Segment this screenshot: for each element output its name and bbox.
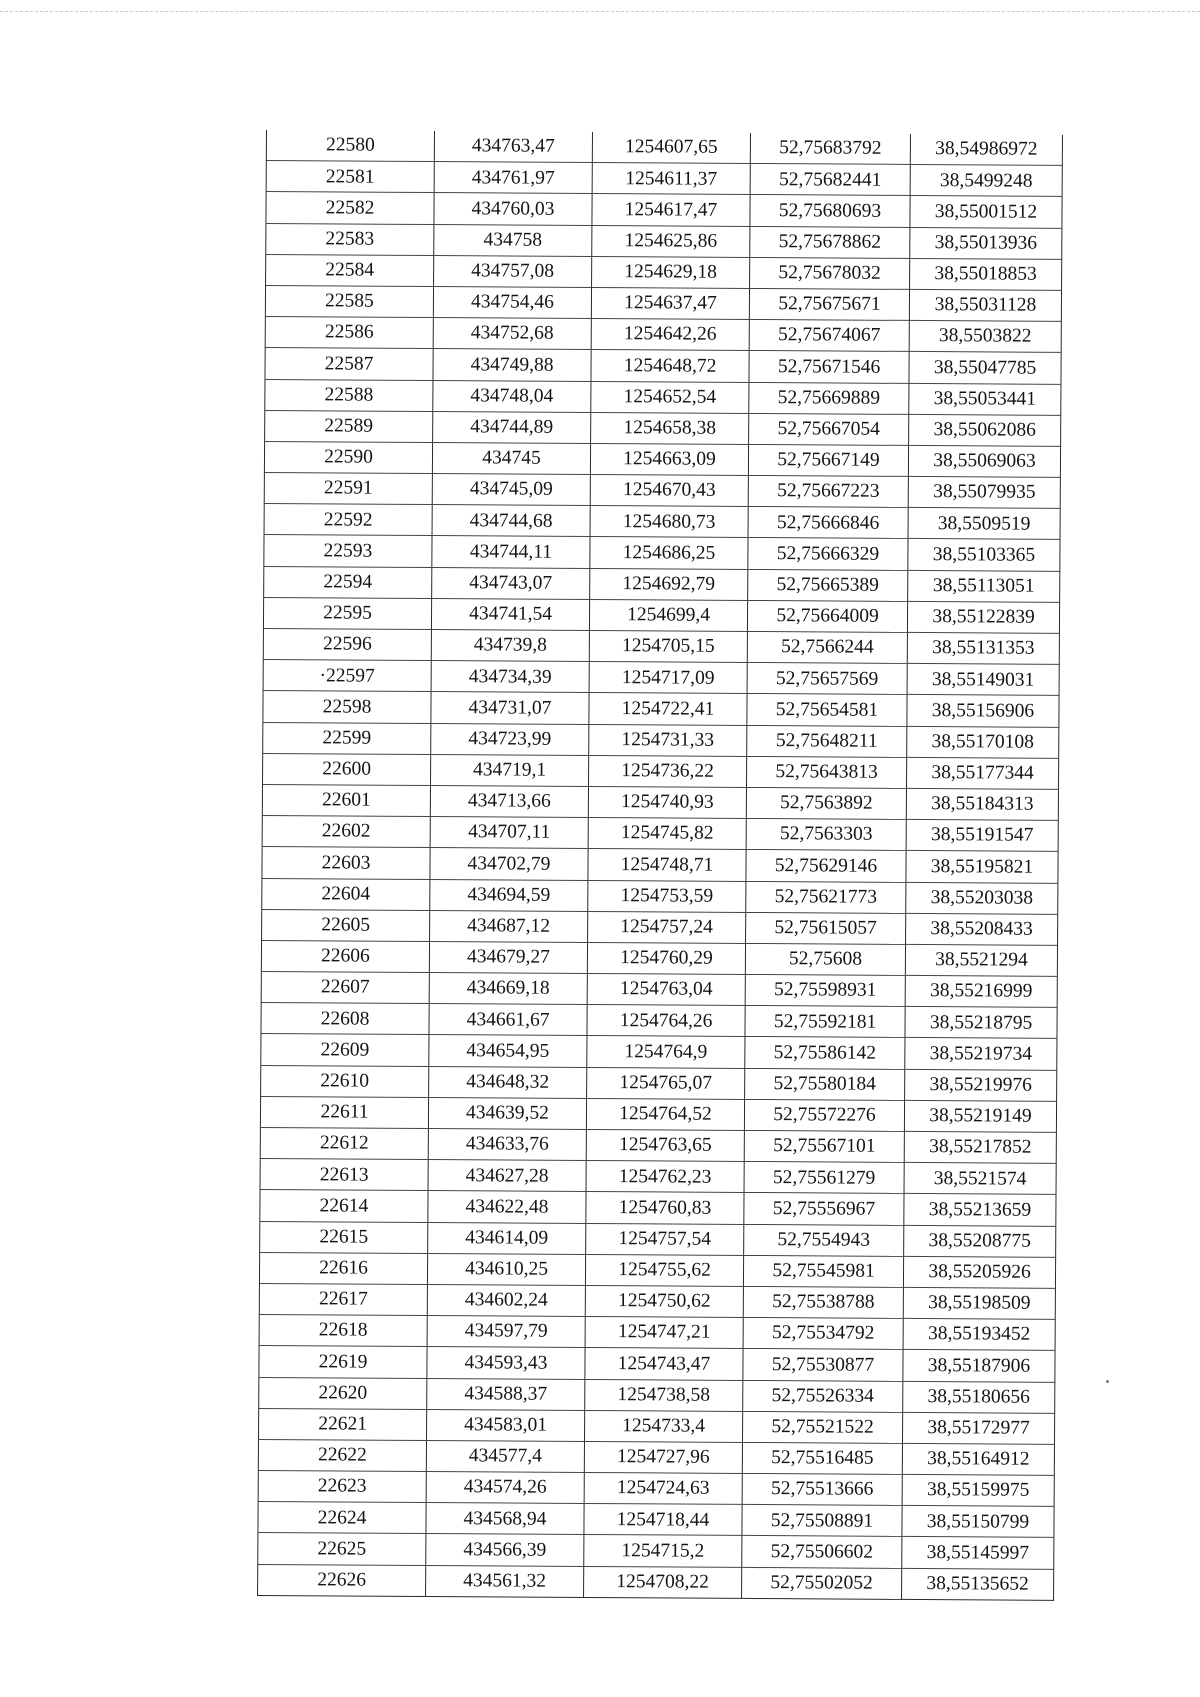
x-coordinate-cell: 434731,07 — [431, 692, 589, 724]
x-coordinate-cell: 434745,09 — [432, 474, 590, 506]
point-number-cell: 22623 — [258, 1471, 426, 1503]
table-row — [259, 1283, 1055, 1319]
longitude-cell: 38,55180656 — [903, 1381, 1055, 1413]
latitude-cell: 52,75534792 — [743, 1318, 903, 1350]
y-coordinate-cell: 1254717,09 — [589, 662, 747, 694]
x-coordinate-cell: 434574,26 — [426, 1472, 584, 1504]
y-coordinate-cell: 1254753,59 — [588, 880, 746, 912]
x-coordinate-cell: 434654,95 — [429, 1035, 587, 1067]
point-number-cell: 22622 — [258, 1439, 426, 1471]
latitude-cell: 52,75538788 — [743, 1286, 903, 1318]
table-row — [263, 753, 1059, 789]
longitude-cell: 38,5521294 — [905, 944, 1057, 976]
latitude-cell: 52,75682441 — [750, 164, 910, 196]
y-coordinate-cell: 1254705,15 — [589, 630, 747, 662]
y-coordinate-cell: 1254747,21 — [585, 1317, 743, 1349]
x-coordinate-cell: 434744,89 — [433, 411, 591, 443]
table-row — [259, 1408, 1055, 1444]
y-coordinate-cell: 1254764,26 — [587, 1005, 745, 1037]
y-coordinate-cell: 1254607,65 — [592, 132, 750, 164]
latitude-cell: 52,75561279 — [744, 1162, 904, 1194]
longitude-cell: 38,55053441 — [909, 383, 1061, 415]
longitude-cell: 38,5499248 — [910, 165, 1062, 197]
x-coordinate-cell: 434748,04 — [433, 380, 591, 412]
y-coordinate-cell: 1254617,47 — [592, 194, 750, 226]
longitude-cell: 38,55047785 — [909, 352, 1061, 384]
table-row — [261, 1034, 1057, 1070]
point-number-cell: 22588 — [265, 379, 433, 411]
y-coordinate-cell: 1254763,65 — [586, 1129, 744, 1161]
longitude-cell: 38,55135652 — [902, 1568, 1054, 1600]
x-coordinate-cell: 434633,76 — [428, 1129, 586, 1161]
x-coordinate-cell: 434679,27 — [429, 941, 587, 973]
table-row — [262, 878, 1058, 914]
longitude-cell: 38,55187906 — [903, 1350, 1055, 1382]
latitude-cell: 52,75526334 — [743, 1380, 903, 1412]
y-coordinate-cell: 1254757,24 — [588, 911, 746, 943]
x-coordinate-cell: 434745 — [432, 442, 590, 474]
table-row — [261, 1065, 1057, 1101]
point-number-cell: 22592 — [264, 504, 432, 536]
x-coordinate-cell: 434566,39 — [426, 1534, 584, 1566]
longitude-cell: 38,5521574 — [904, 1163, 1056, 1195]
table-row — [265, 410, 1061, 446]
y-coordinate-cell: 1254625,86 — [592, 225, 750, 257]
latitude-cell: 52,75567101 — [744, 1130, 904, 1162]
table-row — [264, 566, 1060, 602]
y-coordinate-cell: 1254755,62 — [585, 1254, 743, 1286]
longitude-cell: 38,55191547 — [906, 820, 1058, 852]
longitude-cell: 38,55205926 — [903, 1256, 1055, 1288]
point-number-cell: 22595 — [263, 597, 431, 629]
x-coordinate-cell: 434739,8 — [431, 630, 589, 662]
point-number-cell: 22614 — [260, 1190, 428, 1222]
x-coordinate-cell: 434661,67 — [429, 1004, 587, 1036]
point-number-cell: 22587 — [265, 348, 433, 380]
x-coordinate-cell: 434702,79 — [430, 848, 588, 880]
longitude-cell: 38,55131353 — [907, 632, 1059, 664]
table-row — [265, 285, 1061, 321]
latitude-cell: 52,75667223 — [748, 476, 908, 508]
latitude-cell: 52,75671546 — [749, 351, 909, 383]
y-coordinate-cell: 1254663,09 — [590, 443, 748, 475]
table-row — [261, 972, 1057, 1008]
table-row — [264, 504, 1060, 540]
point-number-cell: 22601 — [262, 784, 430, 816]
latitude-cell: 52,75657569 — [747, 663, 907, 695]
longitude-cell: 38,55159975 — [902, 1474, 1054, 1506]
point-number-cell: 22611 — [260, 1096, 428, 1128]
x-coordinate-cell: 434597,79 — [427, 1316, 585, 1348]
latitude-cell: 52,75667149 — [748, 444, 908, 476]
scan-edge-line — [0, 11, 1200, 12]
table-row — [266, 254, 1062, 290]
latitude-cell: 52,75675671 — [749, 288, 909, 320]
y-coordinate-cell: 1254745,82 — [588, 818, 746, 850]
table-row — [258, 1564, 1054, 1600]
point-number-cell: 22598 — [263, 691, 431, 723]
point-number-cell: 22584 — [266, 254, 434, 286]
point-number-cell: 22602 — [262, 816, 430, 848]
x-coordinate-cell: 434610,25 — [427, 1253, 585, 1285]
latitude-cell: 52,75521522 — [742, 1411, 902, 1443]
table-row — [263, 722, 1059, 758]
point-number-cell: 22613 — [260, 1159, 428, 1191]
point-number-cell: 22583 — [266, 223, 434, 255]
y-coordinate-cell: 1254733,4 — [584, 1410, 742, 1442]
y-coordinate-cell: 1254652,54 — [591, 381, 749, 413]
y-coordinate-cell: 1254731,33 — [589, 724, 747, 756]
y-coordinate-cell: 1254762,23 — [586, 1161, 744, 1193]
x-coordinate-cell: 434577,4 — [426, 1440, 584, 1472]
latitude-cell: 52,75530877 — [743, 1349, 903, 1381]
longitude-cell: 38,55001512 — [910, 196, 1062, 228]
table-row — [260, 1127, 1056, 1163]
table-row — [265, 348, 1061, 384]
longitude-cell: 38,55145997 — [902, 1537, 1054, 1569]
x-coordinate-cell: 434754,46 — [433, 286, 591, 318]
longitude-cell: 38,55177344 — [906, 757, 1058, 789]
x-coordinate-cell: 434568,94 — [426, 1503, 584, 1535]
point-number-cell: ·22597 — [263, 660, 431, 692]
table-row — [264, 473, 1060, 509]
x-coordinate-cell: 434648,32 — [429, 1066, 587, 1098]
table-row — [258, 1439, 1054, 1475]
table-row — [263, 660, 1059, 696]
x-coordinate-cell: 434639,52 — [428, 1097, 586, 1129]
table-row — [260, 1190, 1056, 1226]
point-number-cell: 22615 — [260, 1221, 428, 1253]
table-row — [258, 1502, 1054, 1538]
table-row — [265, 317, 1061, 353]
y-coordinate-cell: 1254724,63 — [584, 1473, 742, 1505]
point-number-cell: 22612 — [260, 1127, 428, 1159]
y-coordinate-cell: 1254699,4 — [589, 599, 747, 631]
latitude-cell: 52,7563303 — [746, 819, 906, 851]
longitude-cell: 38,55013936 — [910, 227, 1062, 259]
point-number-cell: 22624 — [258, 1502, 426, 1534]
y-coordinate-cell: 1254736,22 — [588, 755, 746, 787]
x-coordinate-cell: 434760,03 — [434, 193, 592, 225]
table-row — [259, 1377, 1055, 1413]
longitude-cell: 38,5509519 — [908, 508, 1060, 540]
x-coordinate-cell: 434761,97 — [434, 162, 592, 194]
point-number-cell: 22582 — [266, 192, 434, 224]
longitude-cell: 38,55213659 — [904, 1194, 1056, 1226]
table-row — [260, 1221, 1056, 1257]
point-number-cell: 22599 — [263, 722, 431, 754]
latitude-cell: 52,75666329 — [748, 538, 908, 570]
latitude-cell: 52,75608 — [745, 943, 905, 975]
y-coordinate-cell: 1254686,25 — [590, 537, 748, 569]
longitude-cell: 38,55150799 — [902, 1506, 1054, 1538]
x-coordinate-cell: 434743,07 — [432, 567, 590, 599]
longitude-cell: 38,55069063 — [908, 445, 1060, 477]
latitude-cell: 52,75586142 — [745, 1037, 905, 1069]
latitude-cell: 52,75556967 — [744, 1193, 904, 1225]
table-row — [266, 130, 1062, 166]
y-coordinate-cell: 1254692,79 — [590, 568, 748, 600]
longitude-cell: 38,55198509 — [903, 1287, 1055, 1319]
x-coordinate-cell: 434602,24 — [427, 1284, 585, 1316]
y-coordinate-cell: 1254740,93 — [588, 786, 746, 818]
point-number-cell: 22580 — [266, 130, 434, 162]
point-number-cell: 22603 — [262, 847, 430, 879]
longitude-cell: 38,55195821 — [906, 851, 1058, 883]
x-coordinate-cell: 434749,88 — [433, 349, 591, 381]
latitude-cell: 52,75669889 — [749, 382, 909, 414]
table-row — [265, 379, 1061, 415]
table-row — [259, 1252, 1055, 1288]
point-number-cell: 22585 — [265, 285, 433, 317]
table-row — [264, 535, 1060, 571]
x-coordinate-cell: 434707,11 — [430, 817, 588, 849]
x-coordinate-cell: 434744,11 — [432, 536, 590, 568]
x-coordinate-cell: 434752,68 — [433, 318, 591, 350]
latitude-cell: 52,75572276 — [744, 1099, 904, 1131]
latitude-cell: 52,75643813 — [746, 756, 906, 788]
longitude-cell: 38,55219149 — [904, 1100, 1056, 1132]
x-coordinate-cell: 434763,47 — [434, 131, 592, 163]
point-number-cell: 22625 — [258, 1533, 426, 1565]
y-coordinate-cell: 1254757,54 — [586, 1223, 744, 1255]
table-row — [263, 597, 1059, 633]
x-coordinate-cell: 434741,54 — [431, 598, 589, 630]
y-coordinate-cell: 1254750,62 — [585, 1285, 743, 1317]
latitude-cell: 52,7554943 — [744, 1224, 904, 1256]
longitude-cell: 38,55170108 — [907, 726, 1059, 758]
longitude-cell: 38,54986972 — [910, 134, 1062, 166]
point-number-cell: 22586 — [265, 317, 433, 349]
y-coordinate-cell: 1254760,83 — [586, 1192, 744, 1224]
point-number-cell: 22591 — [264, 473, 432, 505]
y-coordinate-cell: 1254715,2 — [584, 1535, 742, 1567]
y-coordinate-cell: 1254611,37 — [592, 163, 750, 195]
y-coordinate-cell: 1254743,47 — [585, 1348, 743, 1380]
latitude-cell: 52,75664009 — [747, 600, 907, 632]
table-row — [260, 1159, 1056, 1195]
latitude-cell: 52,75545981 — [743, 1255, 903, 1287]
table-row — [266, 223, 1062, 259]
table-row — [262, 816, 1058, 852]
latitude-cell: 52,75674067 — [749, 320, 909, 352]
latitude-cell: 52,75648211 — [747, 725, 907, 757]
point-number-cell: 22581 — [266, 161, 434, 193]
table-row — [264, 441, 1060, 477]
x-coordinate-cell: 434713,66 — [430, 785, 588, 817]
point-number-cell: 22594 — [264, 566, 432, 598]
y-coordinate-cell: 1254764,9 — [587, 1036, 745, 1068]
latitude-cell: 52,7563892 — [746, 787, 906, 819]
point-number-cell: 22608 — [261, 1003, 429, 1035]
longitude-cell: 38,55062086 — [909, 414, 1061, 446]
point-number-cell: 22618 — [259, 1315, 427, 1347]
latitude-cell: 52,75598931 — [745, 975, 905, 1007]
y-coordinate-cell: 1254637,47 — [591, 287, 749, 319]
x-coordinate-cell: 434757,08 — [434, 255, 592, 287]
latitude-cell: 52,75508891 — [742, 1505, 902, 1537]
y-coordinate-cell: 1254760,29 — [587, 942, 745, 974]
latitude-cell: 52,75683792 — [750, 133, 910, 165]
y-coordinate-cell: 1254718,44 — [584, 1504, 742, 1536]
point-number-cell: 22589 — [265, 410, 433, 442]
x-coordinate-cell: 434758 — [434, 224, 592, 256]
x-coordinate-cell: 434719,1 — [430, 754, 588, 786]
point-number-cell: 22604 — [262, 878, 430, 910]
y-coordinate-cell: 1254648,72 — [591, 350, 749, 382]
point-number-cell: 22600 — [263, 753, 431, 785]
longitude-cell: 38,55149031 — [907, 664, 1059, 696]
coordinates-table — [257, 130, 1063, 1601]
longitude-cell: 38,55031128 — [909, 289, 1061, 321]
latitude-cell: 52,75678862 — [750, 226, 910, 258]
y-coordinate-cell: 1254680,73 — [590, 506, 748, 538]
x-coordinate-cell: 434669,18 — [429, 973, 587, 1005]
latitude-cell: 52,75680693 — [750, 195, 910, 227]
latitude-cell: 52,75678032 — [750, 257, 910, 289]
longitude-cell: 38,55219734 — [905, 1038, 1057, 1070]
y-coordinate-cell: 1254629,18 — [592, 256, 750, 288]
y-coordinate-cell: 1254748,71 — [588, 849, 746, 881]
latitude-cell: 52,75502052 — [742, 1567, 902, 1599]
table-row — [262, 784, 1058, 820]
point-number-cell: 22616 — [259, 1252, 427, 1284]
x-coordinate-cell: 434723,99 — [431, 723, 589, 755]
table-row — [263, 628, 1059, 664]
point-number-cell: 22619 — [259, 1346, 427, 1378]
x-coordinate-cell: 434614,09 — [428, 1222, 586, 1254]
table-row — [266, 161, 1062, 197]
latitude-cell: 52,75665389 — [748, 569, 908, 601]
x-coordinate-cell: 434627,28 — [428, 1160, 586, 1192]
coordinates-table-body — [258, 130, 1063, 1600]
latitude-cell: 52,75513666 — [742, 1473, 902, 1505]
x-coordinate-cell: 434687,12 — [430, 910, 588, 942]
y-coordinate-cell: 1254642,26 — [591, 319, 749, 351]
point-number-cell: 22621 — [259, 1408, 427, 1440]
x-coordinate-cell: 434622,48 — [428, 1191, 586, 1223]
x-coordinate-cell: 434694,59 — [430, 879, 588, 911]
longitude-cell: 38,55079935 — [908, 476, 1060, 508]
latitude-cell: 52,75654581 — [747, 694, 907, 726]
longitude-cell: 38,55156906 — [907, 695, 1059, 727]
point-number-cell: 22620 — [259, 1377, 427, 1409]
point-number-cell: 22593 — [264, 535, 432, 567]
longitude-cell: 38,55018853 — [910, 258, 1062, 290]
point-number-cell: 22626 — [258, 1564, 426, 1596]
table-row — [263, 691, 1059, 727]
table-row — [258, 1533, 1054, 1569]
y-coordinate-cell: 1254658,38 — [591, 412, 749, 444]
longitude-cell: 38,55219976 — [905, 1069, 1057, 1101]
x-coordinate-cell: 434734,39 — [431, 661, 589, 693]
point-number-cell: 22607 — [261, 972, 429, 1004]
y-coordinate-cell: 1254708,22 — [584, 1566, 742, 1598]
longitude-cell: 38,55218795 — [905, 1007, 1057, 1039]
latitude-cell: 52,75580184 — [745, 1068, 905, 1100]
y-coordinate-cell: 1254670,43 — [590, 475, 748, 507]
x-coordinate-cell: 434588,37 — [427, 1378, 585, 1410]
latitude-cell: 52,7566244 — [747, 631, 907, 663]
longitude-cell: 38,5503822 — [909, 321, 1061, 353]
longitude-cell: 38,55184313 — [906, 788, 1058, 820]
longitude-cell: 38,55122839 — [907, 601, 1059, 633]
longitude-cell: 38,55216999 — [905, 975, 1057, 1007]
point-number-cell: 22590 — [264, 441, 432, 473]
table-row — [261, 940, 1057, 976]
latitude-cell: 52,75667054 — [749, 413, 909, 445]
latitude-cell: 52,75629146 — [746, 850, 906, 882]
scan-speck — [1106, 1380, 1109, 1383]
table-row — [260, 1096, 1056, 1132]
point-number-cell: 22606 — [261, 940, 429, 972]
y-coordinate-cell: 1254764,52 — [586, 1098, 744, 1130]
y-coordinate-cell: 1254738,58 — [585, 1379, 743, 1411]
y-coordinate-cell: 1254765,07 — [587, 1067, 745, 1099]
longitude-cell: 38,55193452 — [903, 1319, 1055, 1351]
table-row — [259, 1346, 1055, 1382]
latitude-cell: 52,75615057 — [746, 912, 906, 944]
longitude-cell: 38,55164912 — [902, 1443, 1054, 1475]
table-row — [258, 1471, 1054, 1507]
x-coordinate-cell: 434744,68 — [432, 505, 590, 537]
latitude-cell: 52,75666846 — [748, 507, 908, 539]
x-coordinate-cell: 434561,32 — [426, 1565, 584, 1597]
latitude-cell: 52,75506602 — [742, 1536, 902, 1568]
latitude-cell: 52,75592181 — [745, 1006, 905, 1038]
longitude-cell: 38,55113051 — [908, 570, 1060, 602]
y-coordinate-cell: 1254722,41 — [589, 693, 747, 725]
point-number-cell: 22605 — [262, 909, 430, 941]
point-number-cell: 22609 — [261, 1034, 429, 1066]
latitude-cell: 52,75621773 — [746, 881, 906, 913]
longitude-cell: 38,55208433 — [906, 913, 1058, 945]
point-number-cell: 22617 — [259, 1283, 427, 1315]
table-row — [266, 192, 1062, 228]
table-row — [262, 847, 1058, 883]
point-number-cell: 22596 — [263, 628, 431, 660]
table-row — [261, 1003, 1057, 1039]
y-coordinate-cell: 1254727,96 — [584, 1441, 742, 1473]
longitude-cell: 38,55208775 — [904, 1225, 1056, 1257]
longitude-cell: 38,55217852 — [904, 1131, 1056, 1163]
y-coordinate-cell: 1254763,04 — [587, 974, 745, 1006]
latitude-cell: 52,75516485 — [742, 1442, 902, 1474]
longitude-cell: 38,55103365 — [908, 539, 1060, 571]
x-coordinate-cell: 434583,01 — [426, 1409, 584, 1441]
longitude-cell: 38,55172977 — [902, 1412, 1054, 1444]
x-coordinate-cell: 434593,43 — [427, 1347, 585, 1379]
longitude-cell: 38,55203038 — [906, 882, 1058, 914]
point-number-cell: 22610 — [261, 1065, 429, 1097]
table-row — [262, 909, 1058, 945]
table-row — [259, 1315, 1055, 1351]
